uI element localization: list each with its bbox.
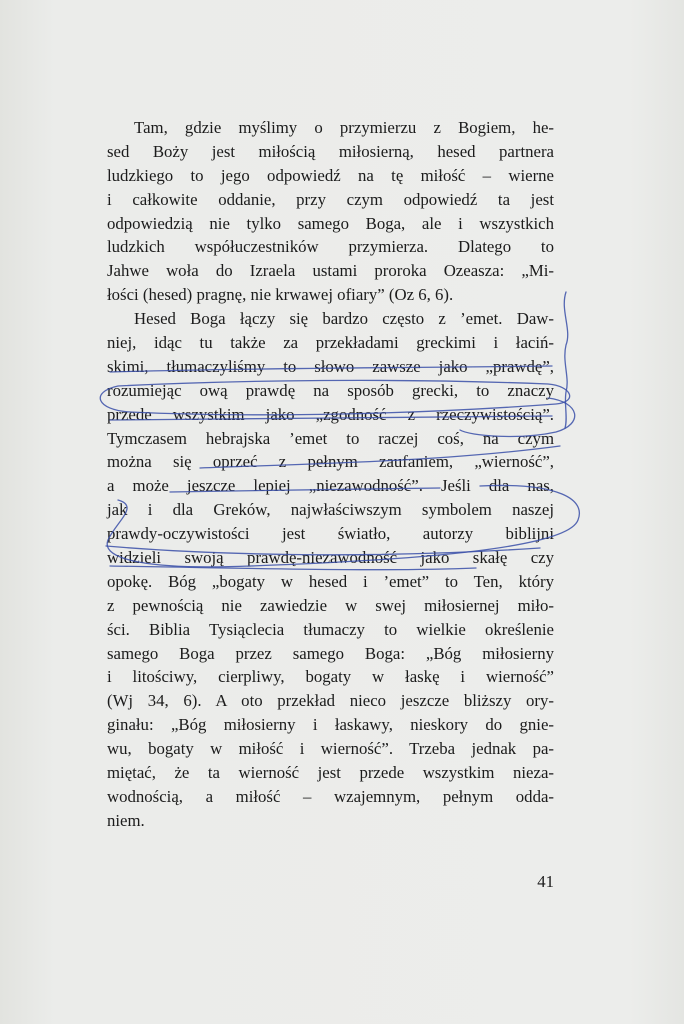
text-line: jak i dla Greków, najwłaściwszym symbolem naszej (107, 500, 554, 520)
text-line: (Wj 34, 6). A oto przekład nieco jeszcze bliższy ory- (107, 691, 554, 711)
text-line: Jahwe woła do Izraela ustami proroka Ozeasza: „Mi- (107, 261, 554, 281)
text-line: odpowiedzią nie tylko samego Boga, ale i wszystkich (107, 213, 554, 233)
text-line: sed Boży jest miłością miłosierną, hesed partnera (107, 141, 554, 161)
text-line: prawdy-oczywistości jest światło, autorzy biblijni (107, 524, 554, 544)
text-line: z pewnością nie zawiedzie w swej miłosiernej miło- (107, 595, 554, 615)
text-line: ludzkich współuczestników przymierza. Dlatego to (107, 237, 554, 257)
text-line: i całkowite oddanie, przy czym odpowiedź ta jest (107, 189, 554, 209)
text-line: samego Boga przez samego Boga: „Bóg miłosierny (107, 643, 554, 663)
text-line: miętać, że ta wierność jest przede wszystkim nieza- (107, 763, 554, 783)
page-number: 41 (537, 872, 554, 891)
text-line: ludzkiego to jego odpowiedź na tę miłość – wierne (107, 165, 554, 185)
text-line: przede wszystkim jako „zgodność z rzeczywistością”. (107, 404, 554, 424)
text-line: opokę. Bóg „bogaty w hesed i ’emet” to Ten, który (107, 571, 554, 591)
text-line: można się oprzeć z pełnym zaufaniem, „wierność”, (107, 452, 554, 472)
pen-margin-bracket (564, 292, 567, 428)
text-line: Hesed Boga łączy się bardzo często z ’emet. Daw- (134, 309, 554, 329)
text-line: i litościwy, cierpliwy, bogaty w łaskę i wierność” (107, 667, 554, 687)
text-line: a może jeszcze lepiej „niezawodność”. Jeśli dla nas, (107, 476, 554, 496)
text-line: ginału: „Bóg miłosierny i łaskawy, nieskory do gnie- (107, 715, 554, 735)
text-line: ści. Biblia Tysiąclecia tłumaczy to wielkie określenie (107, 619, 554, 639)
text-line: niej, idąc tu także za przekładami greckimi i łaciń- (107, 333, 554, 353)
text-line: skimi, tłumaczyliśmy to słowo zawsze jako „prawdę”, (107, 356, 554, 376)
text-line: Tymczasem hebrajska ’emet to raczej coś, na czym (107, 428, 554, 448)
text-line: wodnością, a miłość – wzajemnym, pełnym odda- (107, 786, 554, 806)
text-line: łości (hesed) pragnę, nie krwawej ofiary” (Oz 6, 6). (107, 285, 454, 305)
text-line: widzieli swoją prawdę-niezawodność jako skałę czy (107, 548, 554, 568)
text-line: Tam, gdzie myślimy o przymierzu z Bogiem, he- (134, 118, 554, 137)
text-line: wu, bogaty w miłość i wierność”. Trzeba jednak pa- (107, 739, 554, 759)
text-line: rozumiejąc ową prawdę na sposób grecki, to znaczy (107, 380, 554, 400)
body-text (107, 116, 554, 833)
text-line: niem. (107, 810, 145, 830)
